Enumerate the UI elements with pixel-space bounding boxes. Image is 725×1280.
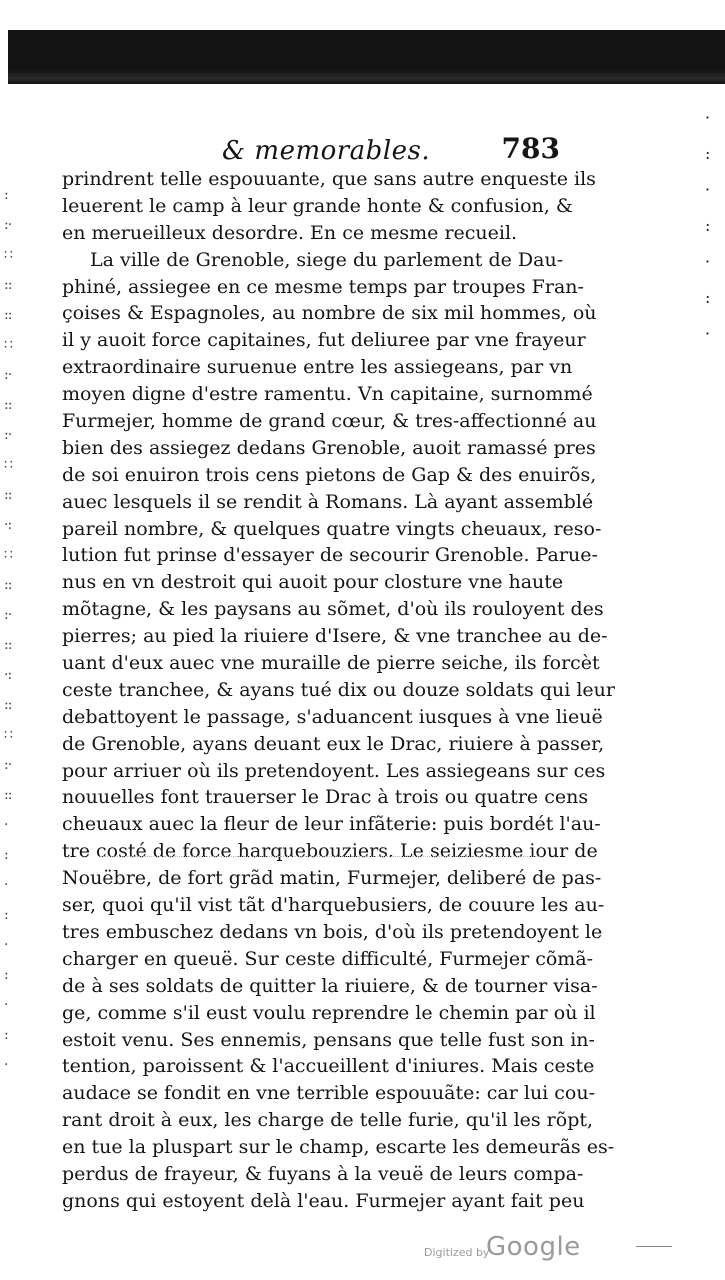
text-line: audace se fondit en vne terrible espouuãte: car lui cou- — [62, 1082, 596, 1105]
text-line: leuerent le camp à leur grande honte & confusion, & — [62, 194, 573, 217]
text-line: tres embuschez dedans vn bois, d'où ils pretendoyent le — [62, 920, 603, 943]
text-line: lution fut prinse d'essayer de secourir Grenoble. Parue- — [62, 544, 598, 567]
text-line: prindrent telle espouuante, que sans autre enqueste ils — [62, 168, 596, 190]
text-line: estoit venu. Ses ennemis, pensans que telle fust son in- — [62, 1028, 595, 1051]
text-line: charger en queuë. Sur ceste difficulté, Furmejer cõmã- — [62, 947, 594, 970]
text-line: ceste tranchee, & ayans tué dix ou douze soldats qui leur — [62, 678, 615, 701]
text-line: pour arriuer où ils pretendoyent. Les assiegeans sur ces — [62, 759, 606, 782]
text-line: La ville de Grenoble, siege du parlement de Dau- — [90, 248, 564, 271]
text-line: cheuaux auec la fleur de leur infãterie: puis bordét l'au- — [62, 813, 601, 836]
text-line: auec lesquels il se rendit à Romans. Là ayant assemblé — [62, 490, 594, 513]
running-head: & memorables. — [222, 136, 431, 166]
text-line: mõtagne, & les paysans au sõmet, d'où ils rouloyent des — [62, 598, 604, 621]
text-line: tention, paroissent & l'accueillent d'iniures. Mais ceste — [62, 1055, 595, 1078]
text-line: rant droit à eux, les charge de telle furie, qu'il les rõpt, — [62, 1109, 594, 1132]
scanner-shadow-bar — [8, 30, 725, 84]
text-line: de à ses soldats de quitter la riuiere, & de tourner visa- — [62, 974, 598, 997]
footer-rule — [636, 1246, 672, 1247]
google-logo-text: Google — [486, 1232, 581, 1262]
text-line: pareil nombre, & quelques quatre vingts cheuaux, reso- — [62, 517, 602, 540]
text-line: ge, comme s'il eust voulu reprendre le chemin par où il — [62, 1001, 596, 1024]
text-line: Nouëbre, de fort grãd matin, Furmejer, deliberé de pas- — [62, 867, 602, 890]
text-line: moyen digne d'estre ramentu. Vn capitaine, surnommé — [62, 383, 593, 406]
text-line: de soi enuiron trois cens pietons de Gap & des enuirõs, — [62, 463, 597, 486]
text-line: debattoyent le passage, s'aduancent iusques à vne lieuë — [62, 705, 603, 728]
text-line: nus en vn destroit qui auoit pour closture vne haute — [62, 571, 564, 594]
text-line: nouuelles font trauerser le Drac à trois ou quatre cens — [62, 786, 589, 809]
text-line: ser, quoi qu'il vist tãt d'harquebusiers, de couure les au- — [62, 894, 605, 917]
text-line: Furmejer, homme de grand cœur, & tres-affectionné au — [62, 410, 597, 433]
text-line: extraordinaire suruenue entre les assiegeans, par vn — [62, 356, 573, 379]
faint-next-line — [100, 846, 540, 857]
text-line: en tue la pluspart sur le champ, escarte les demeurãs es- — [62, 1136, 615, 1159]
body-text — [62, 166, 615, 1215]
text-line: il y auoit force capitaines, fut deliuree par vne frayeur — [62, 329, 586, 352]
text-line: gnons qui estoyent delà l'eau. Furmejer ayant fait peu — [62, 1189, 585, 1212]
text-line: perdus de frayeur, & fuyans à la veuë de leurs compa- — [62, 1162, 584, 1185]
text-line: de Grenoble, ayans deuant eux le Drac, riuiere à passer, — [62, 732, 605, 755]
text-line: en merueilleux desordre. En ce mesme recueil. — [62, 221, 518, 244]
left-margin-bleedthrough: : :· ∷ :: :: ∷ :· :: :· ∷ :: ·: ∷ :: :· :: ·: :: ∷ :· :: · : · : · : · : · — [4, 187, 12, 1073]
text-line: phiné, assiegee en ce mesme temps par troupes Fran- — [62, 275, 584, 298]
text-line: tre costé de force harquebouziers. Le seiziesme iour de — [62, 840, 598, 863]
right-margin-marks: · : · : · : · — [705, 108, 711, 343]
text-line: uant d'eux auec vne muraille de pierre seiche, ils forcèt — [62, 652, 600, 675]
text-line: pierres; au pied la riuiere d'Isere, & vne tranchee au de- — [62, 625, 608, 648]
page-number: 783 — [501, 132, 560, 165]
text-line: bien des assiegez dedans Grenoble, auoit ramassé pres — [62, 436, 596, 459]
text-line: çoises & Espagnoles, au nombre de six mil hommes, où — [62, 302, 597, 325]
digitized-by-label: Digitized by — [424, 1246, 490, 1259]
google-watermark — [424, 1232, 604, 1266]
